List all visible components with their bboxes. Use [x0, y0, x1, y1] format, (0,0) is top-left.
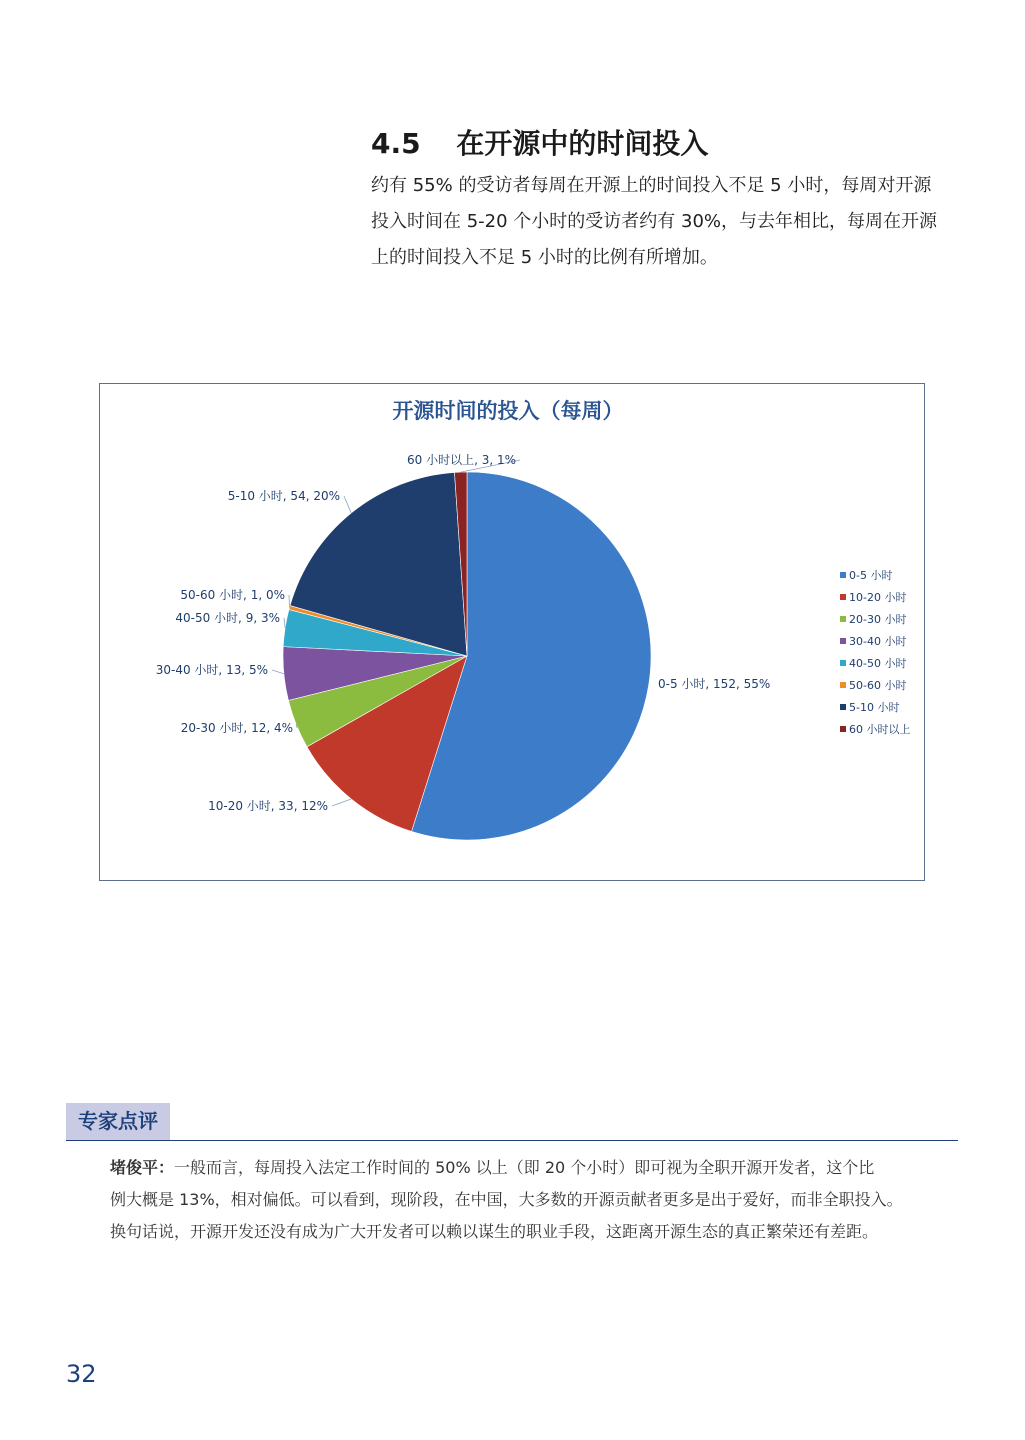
label-leader-line: [284, 618, 285, 628]
legend-swatch: [840, 616, 846, 622]
legend-swatch: [840, 594, 846, 600]
data-label: 10-20 小时, 33, 12%: [208, 799, 328, 813]
data-label: 5-10 小时, 54, 20%: [227, 489, 340, 503]
legend-swatch: [840, 572, 846, 578]
expert-text: 一般而言，每周投入法定工作时间的 50% 以上（即 20 个小时）即可视为全职开源开发者，这个比: [174, 1158, 875, 1177]
legend-swatch: [840, 704, 846, 710]
expert-review-header: 专家点评: [66, 1103, 170, 1140]
chart-title: 开源时间的投入（每周）: [392, 399, 624, 423]
expert-divider: [66, 1140, 958, 1141]
data-label: 0-5 小时, 152, 55%: [658, 677, 771, 691]
legend-label: 40-50 小时: [849, 657, 907, 670]
legend-swatch: [840, 638, 846, 644]
intro-line: 投入时间在 5-20 个小时的受访者约有 30%，与去年相比，每周在开源: [371, 211, 938, 232]
label-leader-line: [272, 670, 284, 674]
legend-label: 60 小时以上: [849, 723, 911, 736]
legend-label: 50-60 小时: [849, 679, 907, 692]
label-leader-line: [332, 799, 351, 806]
legend-label: 5-10 小时: [849, 701, 900, 714]
page-number: 32: [66, 1360, 97, 1388]
expert-review-body: [110, 1152, 970, 1248]
section-title: [371, 122, 708, 162]
label-leader-line: [344, 496, 351, 513]
data-label: 20-30 小时, 12, 4%: [180, 721, 293, 735]
legend-label: 10-20 小时: [849, 591, 907, 604]
data-label: 50-60 小时, 1, 0%: [180, 588, 285, 602]
legend-swatch: [840, 660, 846, 666]
legend-label: 20-30 小时: [849, 613, 907, 626]
data-label: 40-50 小时, 9, 3%: [175, 611, 280, 625]
intro-line: 上的时间投入不足 5 小时的比例有所增加。: [371, 247, 718, 268]
data-label: 30-40 小时, 13, 5%: [155, 663, 268, 677]
pie-chart: [100, 384, 924, 880]
pie-chart-frame: [99, 383, 925, 881]
expert-line: 例大概是 13%，相对偏低。可以看到，现阶段，在中国，大多数的开源贡献者更多是出于爱好，而非全职投入。: [110, 1190, 903, 1209]
legend-label: 0-5 小时: [849, 569, 893, 582]
intro-paragraph: [371, 168, 961, 276]
legend-label: 30-40 小时: [849, 635, 907, 648]
legend-swatch: [840, 682, 846, 688]
legend-swatch: [840, 726, 846, 732]
section-number: 4.5: [371, 127, 421, 160]
expert-line: 换句话说，开源开发还没有成为广大开发者可以赖以谋生的职业手段，这距离开源生态的真正繁荣还有差距。: [110, 1222, 879, 1241]
expert-author: 堵俊平：: [110, 1158, 175, 1177]
expert-line: [110, 1152, 970, 1184]
intro-line: 约有 55% 的受访者每周在开源上的时间投入不足 5 小时，每周对开源: [371, 175, 932, 196]
section-title-text: 在开源中的时间投入: [456, 127, 709, 160]
data-label: 60 小时以上, 3, 1%: [406, 453, 516, 467]
